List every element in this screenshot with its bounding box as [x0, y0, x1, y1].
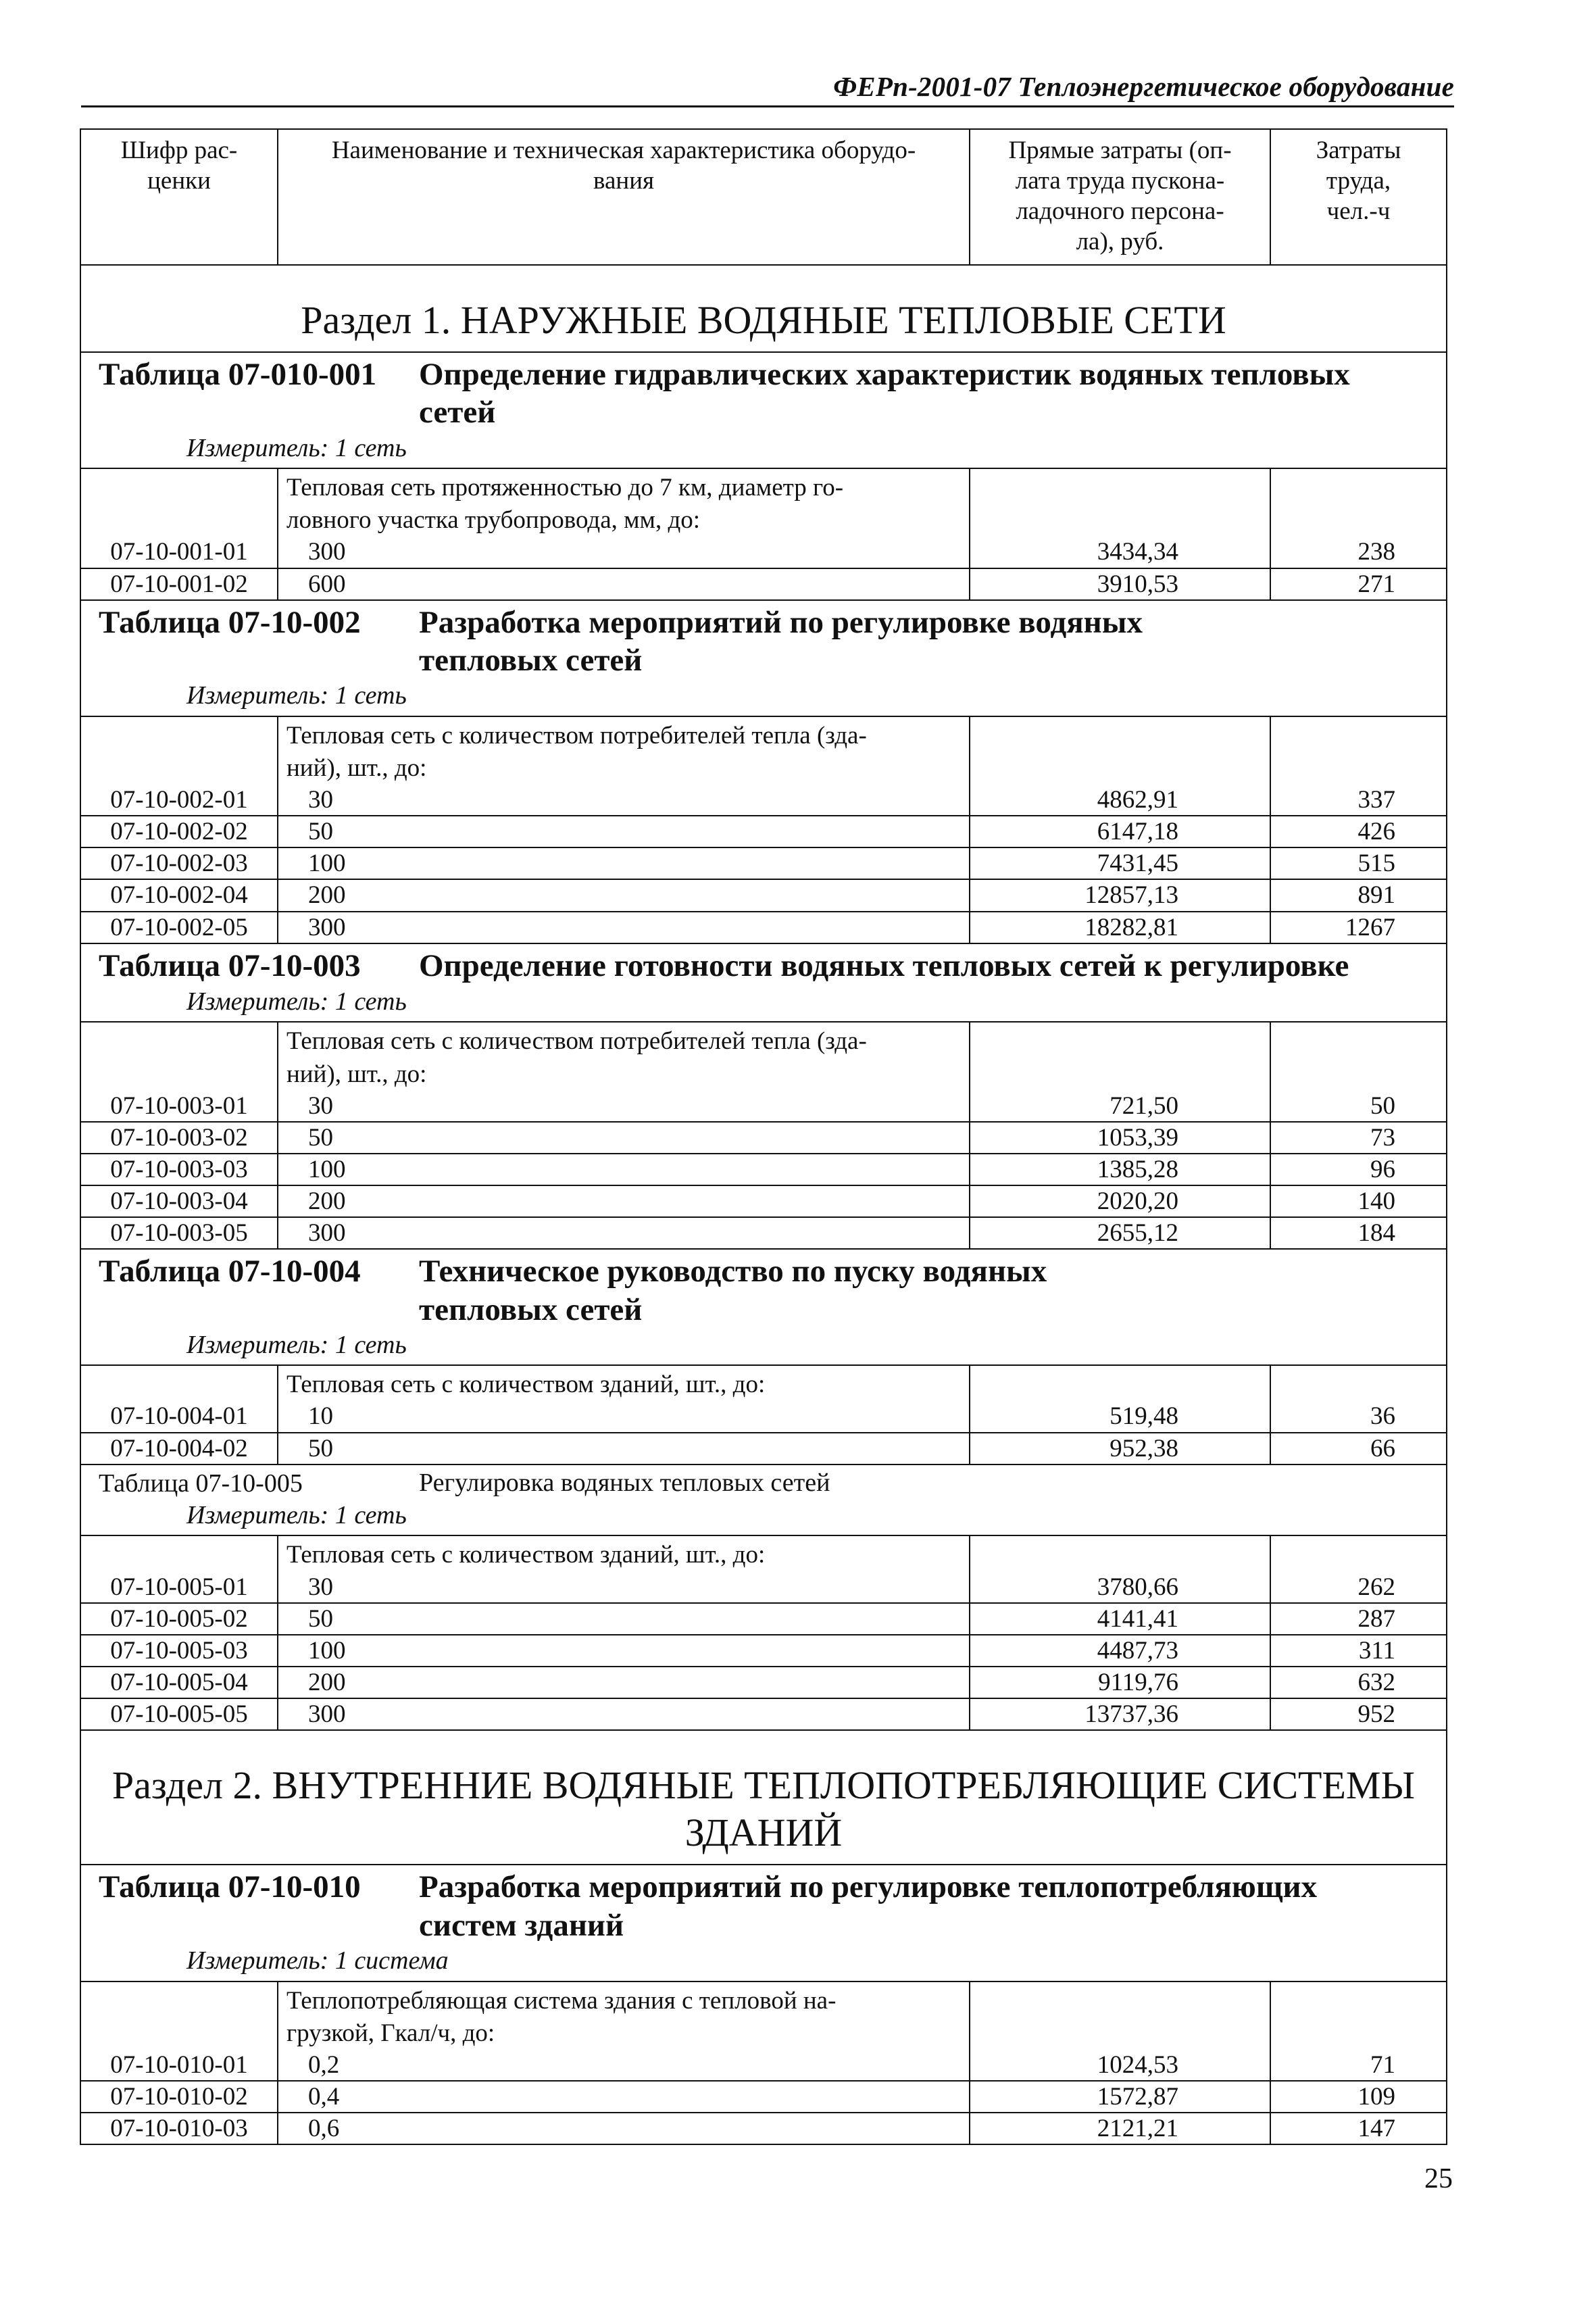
- row-description: Тепловая сеть с количеством зданий, шт., до:: [286, 1371, 766, 1399]
- direct-cost: 3780,66: [970, 1535, 1270, 1602]
- table-meter: Измеритель: 1 сеть: [186, 987, 407, 1016]
- labor-cost: 1267: [1270, 912, 1447, 943]
- table-heading: [86, 355, 1441, 432]
- row-name-cell: [278, 1154, 970, 1185]
- row-param: 200: [308, 1668, 346, 1696]
- table-row: [80, 1698, 1447, 1730]
- rate-code: 07-10-010-02: [80, 2081, 278, 2113]
- row-name-cell: [278, 1667, 970, 1698]
- table-meter: Измеритель: 1 сеть: [186, 433, 407, 462]
- table-name: Регулировка водяных тепловых сетей: [419, 1468, 830, 1497]
- table-row: [80, 1433, 1447, 1464]
- rate-code: 07-10-001-02: [80, 568, 278, 600]
- direct-cost: 4141,41: [970, 1603, 1270, 1635]
- labor-cost: 73: [1270, 1122, 1447, 1154]
- labor-cost: 891: [1270, 879, 1447, 911]
- row-param: 30: [308, 786, 333, 814]
- rate-code: 07-10-004-02: [80, 1433, 278, 1464]
- row-param: 300: [308, 1700, 346, 1729]
- row-param: 0,6: [308, 2115, 340, 2142]
- table-row: [80, 2113, 1447, 2144]
- direct-cost: 1053,39: [970, 1122, 1270, 1154]
- row-param: 100: [308, 850, 346, 878]
- row-name-cell: [278, 1122, 970, 1154]
- table-row: [80, 716, 1447, 816]
- table-name: Разработка мероприятий по регулировке теплопотребляющих систем зданий: [419, 1869, 1318, 1943]
- labor-cost: 147: [1270, 2113, 1447, 2144]
- column-header-cost: Прямые затраты (оп- лата труда пускона- ладочного персона- ла), руб.: [970, 129, 1270, 265]
- row-name-cell: [278, 2081, 970, 2113]
- table-heading-row: [80, 600, 1447, 716]
- row-param: 200: [308, 1187, 346, 1215]
- rate-code: 07-10-010-01: [80, 1981, 278, 2081]
- column-header-row: [80, 129, 1447, 265]
- section-title: Раздел 1. НАРУЖНЫЕ ВОДЯНЫЕ ТЕПЛОВЫЕ СЕТИ: [301, 297, 1226, 342]
- table-heading-row: [80, 943, 1447, 1023]
- table-row: [80, 1365, 1447, 1432]
- labor-cost: 287: [1270, 1603, 1447, 1635]
- row-description: Тепловая сеть с количеством потребителей тепла (зда- ний), шт., до:: [286, 1027, 867, 1088]
- rate-code: 07-10-003-01: [80, 1022, 278, 1121]
- table-name: Определение готовности водяных тепловых сетей к регулировке: [419, 947, 1349, 983]
- labor-cost: 140: [1270, 1185, 1447, 1217]
- table-code: Таблица 07-10-003: [99, 947, 361, 983]
- row-param: 300: [308, 1219, 346, 1248]
- row-name-cell: [278, 1635, 970, 1667]
- row-name-cell: [278, 1185, 970, 1217]
- page-number: 25: [1424, 2163, 1453, 2194]
- row-param: 300: [308, 538, 346, 566]
- table-row: [80, 1667, 1447, 1698]
- rate-code: 07-10-003-04: [80, 1185, 278, 1217]
- direct-cost: 2020,20: [970, 1185, 1270, 1217]
- row-name-cell: [278, 816, 970, 847]
- rate-code: 07-10-005-05: [80, 1698, 278, 1730]
- running-header: ФЕРп-2001-07 Теплоэнергетическое оборудование: [833, 71, 1454, 102]
- direct-cost: 3910,53: [970, 568, 1270, 600]
- row-name-cell: [278, 847, 970, 879]
- row-param: 10: [308, 1402, 333, 1431]
- labor-cost: 632: [1270, 1667, 1447, 1698]
- labor-cost: 311: [1270, 1635, 1447, 1667]
- direct-cost: 7431,45: [970, 847, 1270, 879]
- row-param: 200: [308, 881, 346, 910]
- direct-cost: 6147,18: [970, 816, 1270, 847]
- table-meter: Измеритель: 1 сеть: [186, 1501, 407, 1530]
- row-name-cell: [278, 1981, 970, 2081]
- direct-cost: 2121,21: [970, 2113, 1270, 2144]
- direct-cost: 4487,73: [970, 1635, 1270, 1667]
- row-param: 100: [308, 1155, 346, 1183]
- rate-code: 07-10-002-04: [80, 879, 278, 911]
- column-header-code: Шифр рас- ценки: [80, 129, 278, 265]
- labor-cost: 337: [1270, 716, 1447, 816]
- direct-cost: 1385,28: [970, 1154, 1270, 1185]
- table-heading-row: [80, 1249, 1447, 1365]
- rate-code: 07-10-003-03: [80, 1154, 278, 1185]
- row-param: 50: [308, 1434, 333, 1462]
- row-description: Теплопотребляющая система здания с тепловой на- грузкой, Гкал/ч, до:: [286, 1986, 837, 2047]
- direct-cost: 1572,87: [970, 2081, 1270, 2113]
- row-param: 30: [308, 1091, 333, 1120]
- labor-cost: 271: [1270, 568, 1447, 600]
- row-param: 100: [308, 1636, 346, 1665]
- labor-cost: 952: [1270, 1698, 1447, 1730]
- rate-code: 07-10-005-04: [80, 1667, 278, 1698]
- table-heading: [86, 604, 1441, 680]
- row-name-cell: [278, 1535, 970, 1602]
- table-row: [80, 468, 1447, 568]
- row-name-cell: [278, 716, 970, 816]
- row-name-cell: [278, 1698, 970, 1730]
- rate-code: 07-10-002-05: [80, 912, 278, 943]
- rates-table: [80, 128, 1447, 2145]
- row-name-cell: [278, 1217, 970, 1249]
- table-heading-row: [80, 1464, 1447, 1536]
- row-name-cell: [278, 912, 970, 943]
- table-heading-row: [80, 352, 1447, 468]
- table-name: Разработка мероприятий по регулировке водяных тепловых сетей: [419, 604, 1143, 679]
- rate-code: 07-10-005-02: [80, 1603, 278, 1635]
- table-meter: Измеритель: 1 сеть: [186, 681, 407, 710]
- table-heading: [86, 947, 1441, 985]
- rate-code: 07-10-010-03: [80, 2113, 278, 2144]
- direct-cost: 1024,53: [970, 1981, 1270, 2081]
- rate-code: 07-10-003-05: [80, 1217, 278, 1249]
- column-header-labor: Затраты труда, чел.-ч: [1270, 129, 1447, 265]
- row-name-cell: [278, 1365, 970, 1432]
- rate-code: 07-10-002-02: [80, 816, 278, 847]
- labor-cost: 71: [1270, 1981, 1447, 2081]
- row-param: 50: [308, 1604, 333, 1633]
- table-row: [80, 847, 1447, 879]
- table-heading-row: [80, 1865, 1447, 1981]
- direct-cost: 3434,34: [970, 468, 1270, 568]
- row-description: Тепловая сеть протяженностью до 7 км, диаметр го- ловного участка трубопровода, мм, до:: [286, 474, 844, 535]
- direct-cost: 952,38: [970, 1433, 1270, 1464]
- row-name-cell: [278, 1022, 970, 1121]
- table-heading: [86, 1468, 1441, 1499]
- column-header-name: Наименование и техническая характеристика оборудо- вания: [278, 129, 970, 265]
- rate-code: 07-10-001-01: [80, 468, 278, 568]
- table-code: Таблица 07-10-010: [99, 1869, 361, 1905]
- row-param: 50: [308, 818, 333, 846]
- rate-code: 07-10-005-03: [80, 1635, 278, 1667]
- row-description: Тепловая сеть с количеством зданий, шт., до:: [286, 1541, 766, 1569]
- table-row: [80, 1981, 1447, 2081]
- row-name-cell: [278, 468, 970, 568]
- table-heading: [86, 1252, 1441, 1329]
- table-meter: Измеритель: 1 сеть: [186, 1331, 407, 1359]
- table-row: [80, 1185, 1447, 1217]
- labor-cost: 262: [1270, 1535, 1447, 1602]
- row-param: 50: [308, 1123, 333, 1152]
- direct-cost: 519,48: [970, 1365, 1270, 1432]
- direct-cost: 2655,12: [970, 1217, 1270, 1249]
- table-row: [80, 2081, 1447, 2113]
- row-name-cell: [278, 2113, 970, 2144]
- labor-cost: 426: [1270, 816, 1447, 847]
- rate-code: 07-10-002-01: [80, 716, 278, 816]
- row-name-cell: [278, 879, 970, 911]
- row-param: 30: [308, 1573, 333, 1601]
- table-name: Техническое руководство по пуску водяных тепловых сетей: [419, 1254, 1047, 1327]
- row-param: 300: [308, 913, 346, 941]
- direct-cost: 13737,36: [970, 1698, 1270, 1730]
- table-name: Определение гидравлических характеристик водяных тепловых сетей: [419, 357, 1350, 430]
- table-row: [80, 1603, 1447, 1635]
- table-code: Таблица 07-10-005: [99, 1469, 303, 1498]
- row-param: 0,2: [308, 2050, 340, 2079]
- section-heading-row: [80, 265, 1447, 353]
- labor-cost: 109: [1270, 2081, 1447, 2113]
- table-row: [80, 568, 1447, 600]
- labor-cost: 184: [1270, 1217, 1447, 1249]
- table-row: [80, 816, 1447, 847]
- rate-code: 07-10-002-03: [80, 847, 278, 879]
- table-heading: [86, 1868, 1441, 1944]
- table-meter: Измеритель: 1 система: [186, 1946, 449, 1975]
- direct-cost: 12857,13: [970, 879, 1270, 911]
- row-description: Тепловая сеть с количеством потребителей тепла (зда- ний), шт., до:: [286, 721, 867, 782]
- labor-cost: 50: [1270, 1022, 1447, 1121]
- row-name-cell: [278, 1433, 970, 1464]
- header-rule: [81, 105, 1454, 107]
- table-row: [80, 912, 1447, 943]
- labor-cost: 66: [1270, 1433, 1447, 1464]
- table-code: Таблица 07-10-002: [99, 604, 361, 640]
- labor-cost: 36: [1270, 1365, 1447, 1432]
- table-code: Таблица 07-010-001: [99, 357, 377, 393]
- rate-code: 07-10-004-01: [80, 1365, 278, 1432]
- labor-cost: 96: [1270, 1154, 1447, 1185]
- rate-code: 07-10-005-01: [80, 1535, 278, 1602]
- labor-cost: 238: [1270, 468, 1447, 568]
- table-row: [80, 1122, 1447, 1154]
- row-param: 0,4: [308, 2082, 340, 2111]
- table-row: [80, 1022, 1447, 1121]
- table-row: [80, 1217, 1447, 1249]
- rate-code: 07-10-003-02: [80, 1122, 278, 1154]
- row-name-cell: [278, 1603, 970, 1635]
- row-name-cell: [278, 568, 970, 600]
- table-row: [80, 879, 1447, 911]
- table-code: Таблица 07-10-004: [99, 1254, 361, 1289]
- table-row: [80, 1154, 1447, 1185]
- table-row: [80, 1635, 1447, 1667]
- direct-cost: 4862,91: [970, 716, 1270, 816]
- direct-cost: 721,50: [970, 1022, 1270, 1121]
- labor-cost: 515: [1270, 847, 1447, 879]
- row-param: 600: [308, 570, 346, 598]
- section-title: Раздел 2. ВНУТРЕННИЕ ВОДЯНЫЕ ТЕПЛОПОТРЕБЛЯЮЩИЕ СИСТЕМЫ ЗДАНИЙ: [111, 1763, 1416, 1854]
- table-row: [80, 1535, 1447, 1602]
- direct-cost: 18282,81: [970, 912, 1270, 943]
- section-heading-row: [80, 1730, 1447, 1865]
- direct-cost: 9119,76: [970, 1667, 1270, 1698]
